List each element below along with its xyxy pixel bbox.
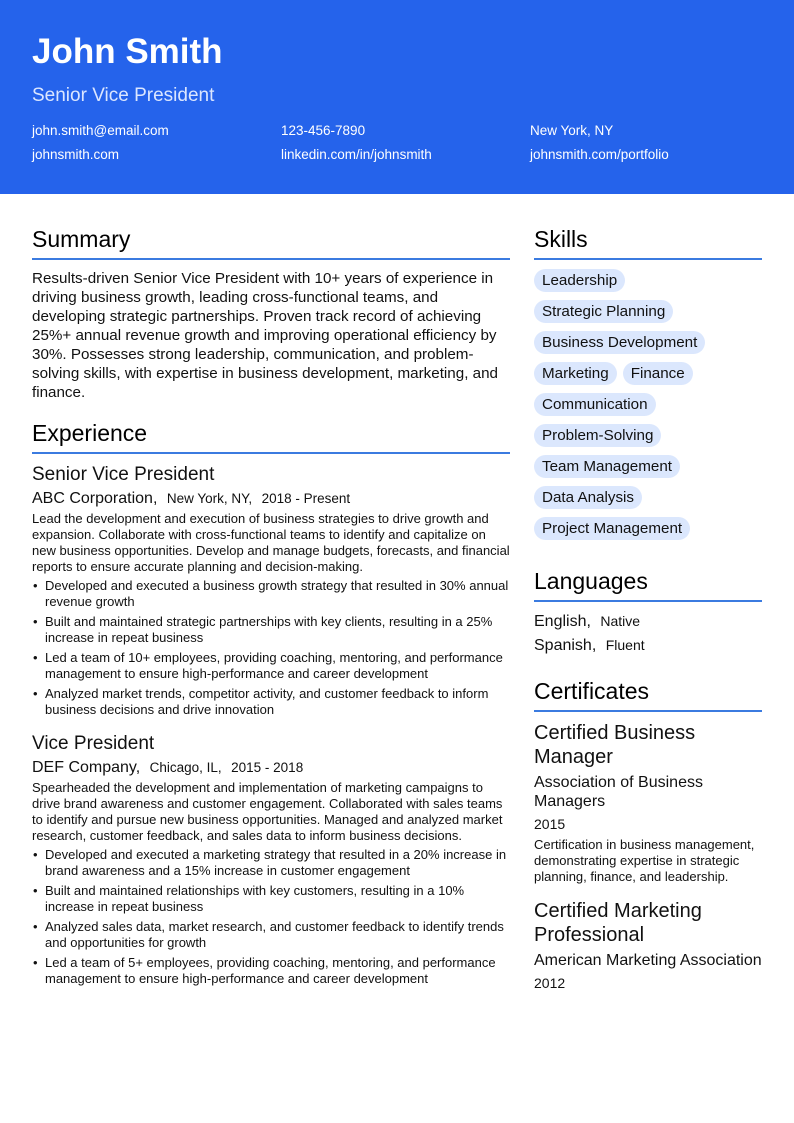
- job-dates: 2015 - 2018: [231, 760, 304, 775]
- contact-portfolio[interactable]: johnsmith.com/portfolio: [530, 147, 669, 162]
- language-level: Fluent: [605, 637, 645, 653]
- achievement-item: • Led a team of 5+ employees, providing coaching, mentoring, and performance management to ensure high-performance and career development: [32, 955, 510, 987]
- achievement-item: • Built and maintained relationships with key customers, resulting in a 10% increase in repeat business: [32, 883, 510, 915]
- job-company: ABC Corporation,: [32, 490, 158, 507]
- job-location: New York, NY,: [166, 491, 253, 506]
- job-title: Senior Vice President: [32, 464, 215, 485]
- certificates-section: [534, 676, 762, 992]
- skill-tag: Data Analysis: [534, 486, 642, 509]
- skills-list: [534, 269, 762, 540]
- summary-heading: Summary: [32, 224, 510, 260]
- certificate-description: Certification in business management, demonstrating expertise in strategic planning, finance, and leadership.: [534, 837, 755, 884]
- language-level: Native: [600, 613, 641, 629]
- language-name: English,: [534, 613, 591, 630]
- job-company: DEF Company,: [32, 759, 141, 776]
- experience-section: [32, 418, 510, 987]
- contact-linkedin[interactable]: linkedin.com/in/johnsmith: [281, 147, 432, 162]
- resume-header: [0, 0, 794, 194]
- skill-tag: Business Development: [534, 331, 705, 354]
- contact-email[interactable]: john.smith@email.com: [32, 123, 169, 138]
- job-title: Vice President: [32, 733, 155, 754]
- contact-location: New York, NY: [530, 123, 614, 138]
- experience-heading: Experience: [32, 418, 510, 454]
- contact-phone[interactable]: 123-456-7890: [281, 123, 366, 138]
- job-entry: [32, 732, 510, 987]
- certificate-issuer: Association of Business Managers: [534, 774, 703, 810]
- job-location: Chicago, IL,: [149, 760, 222, 775]
- certificate-item: [534, 721, 762, 885]
- achievement-item: • Analyzed market trends, competitor activity, and customer feedback to inform business decisions and drive innovation: [32, 686, 510, 718]
- achievement-item: • Developed and executed a business growth strategy that resulted in 30% annual revenue growth: [32, 578, 510, 610]
- achievement-item: • Led a team of 10+ employees, providing coaching, mentoring, and performance management to ensure high-performance and career development: [32, 650, 510, 682]
- achievement-item: • Analyzed sales data, market research, and customer feedback to identify trends and opportunities for growth: [32, 919, 510, 951]
- achievement-item: • Built and maintained strategic partnerships with key clients, resulting in a 25% increase in repeat business: [32, 614, 510, 646]
- skills-section: [534, 224, 762, 540]
- job-description: Lead the development and execution of business strategies to drive growth and expansion. Collaborate with cross-functional teams to identify and capitalize on new business opportunities. Develop and manage budgets, forecasts, and financial reports to ensure accurate planning and decision-making.: [32, 511, 510, 574]
- summary-text: Results-driven Senior Vice President with 10+ years of experience in driving business growth, leading cross-functional teams, and developing strategic partnerships. Proven track record of achieving 25%+ annual revenue growth and improving operational efficiency by 30%. Possesses strong leadership, communication, and problem-solving skills, with expertise in business development, marketing, and finance.: [32, 270, 498, 401]
- skill-tag: Strategic Planning: [534, 300, 673, 323]
- contact-website[interactable]: johnsmith.com: [32, 147, 120, 162]
- certificates-heading: Certificates: [534, 676, 762, 712]
- job-achievements: [32, 847, 510, 987]
- skill-tag: Project Management: [534, 517, 690, 540]
- job-description: Spearheaded the development and implementation of marketing campaigns to drive brand awareness and customer engagement. Collaborated with sales teams to identify and pursue new business opportunities. Managed and analyzed market research, customer feedback, and sales data to inform business decisions.: [32, 780, 503, 843]
- skill-tag: Marketing: [534, 362, 617, 385]
- job-meta: [32, 758, 510, 778]
- contact-info: [32, 123, 762, 163]
- certificate-year: 2015: [534, 816, 566, 832]
- candidate-name: John Smith: [32, 32, 223, 71]
- job-meta: [32, 489, 510, 509]
- candidate-title: Senior Vice President: [32, 85, 215, 106]
- languages-heading: Languages: [534, 566, 762, 602]
- certificate-item: [534, 899, 762, 992]
- side-column: [534, 224, 762, 992]
- language-name: Spanish,: [534, 637, 597, 654]
- certificate-title: Certified Business Manager: [534, 722, 696, 768]
- certificate-title: Certified Marketing Professional: [534, 900, 702, 946]
- job-achievements: [32, 578, 510, 718]
- skill-tag: Problem-Solving: [534, 424, 661, 447]
- achievement-item: • Developed and executed a marketing strategy that resulted in a 20% increase in brand awareness and a 15% increase in customer engagement: [32, 847, 510, 879]
- language-item: [534, 635, 762, 656]
- summary-section: [32, 224, 510, 402]
- skill-tag: Finance: [623, 362, 693, 385]
- skill-tag: Leadership: [534, 269, 625, 292]
- main-column: [32, 224, 510, 992]
- language-item: [534, 611, 762, 632]
- resume-body: [0, 194, 794, 992]
- certificate-issuer: American Marketing Association: [534, 952, 762, 969]
- skills-heading: Skills: [534, 224, 762, 260]
- languages-section: [534, 566, 762, 656]
- skill-tag: Communication: [534, 393, 656, 416]
- job-dates: 2018 - Present: [261, 491, 351, 506]
- certificate-year: 2012: [534, 975, 566, 991]
- skill-tag: Team Management: [534, 455, 680, 478]
- job-entry: [32, 463, 510, 718]
